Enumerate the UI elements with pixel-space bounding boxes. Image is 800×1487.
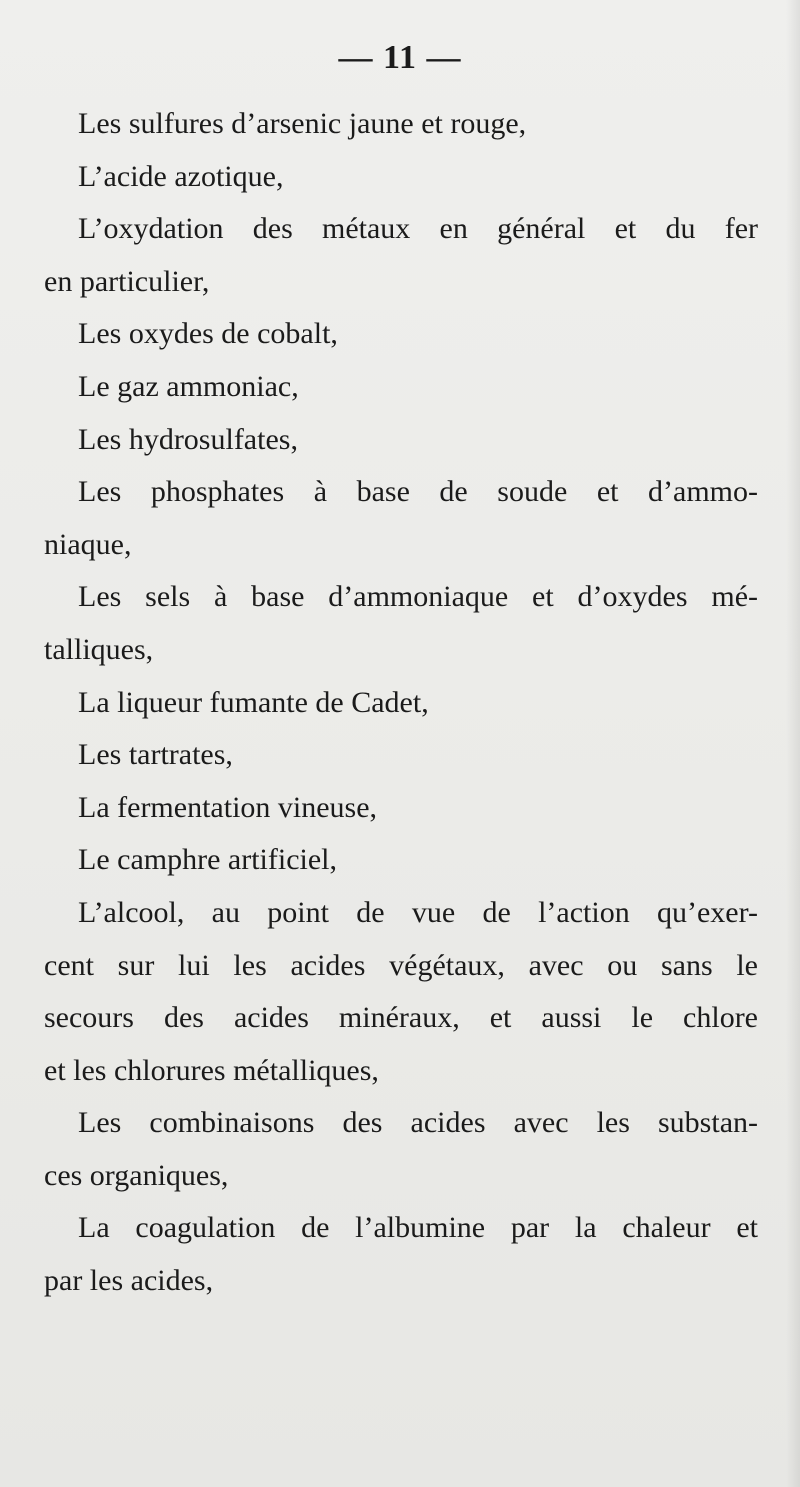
text-line: ces organiques, <box>44 1158 229 1192</box>
text-line: talliques, <box>44 632 154 666</box>
text-line: La liqueur fumante de Cadet, <box>78 685 429 719</box>
body-text <box>44 98 758 1308</box>
text-line: et les chlorures métalliques, <box>44 1053 379 1087</box>
text-line: La coagulation de l’albumine par la chaleur et <box>78 1211 758 1245</box>
text-line: en particulier, <box>44 264 210 298</box>
text-line: Les phosphates à base de soude et d’ammo- <box>78 475 758 509</box>
text-line: cent sur lui les acides végétaux, avec ou sans le <box>44 948 758 982</box>
text-line: secours des acides minéraux, et aussi le chlore <box>44 1001 758 1035</box>
text-line: Les tartrates, <box>78 738 233 772</box>
text-line: Les oxydes de cobalt, <box>78 317 338 351</box>
text-line: par les acides, <box>44 1264 214 1298</box>
page-edge-shadow <box>786 0 800 1487</box>
text-line: Les combinaisons des acides avec les substan- <box>78 1106 758 1140</box>
page-number: — 11 — <box>338 39 462 76</box>
text-line: Les hydrosulfates, <box>78 422 298 456</box>
text-line: Le gaz ammoniac, <box>78 369 299 403</box>
text-line: L’alcool, au point de vue de l’action qu’exer- <box>78 895 758 929</box>
text-line: La fermentation vineuse, <box>78 790 378 824</box>
text-line: Les sulfures d’arsenic jaune et rouge, <box>78 107 527 140</box>
text-line: L’acide azotique, <box>78 159 284 193</box>
text-line: niaque, <box>44 527 132 561</box>
text-line: Le camphre artificiel, <box>78 843 338 877</box>
text-line: L’oxydation des métaux en général et du fer <box>78 212 758 246</box>
text-line: Les sels à base d’ammoniaque et d’oxydes mé- <box>78 580 758 614</box>
